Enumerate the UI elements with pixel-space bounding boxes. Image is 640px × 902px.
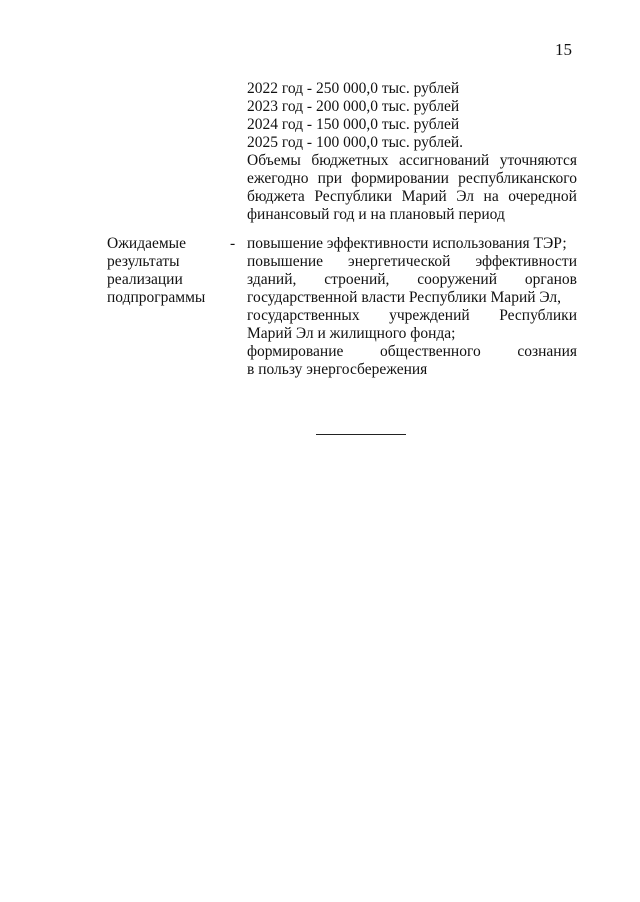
page-number: 15: [555, 40, 572, 59]
word: общественного: [380, 343, 481, 360]
word: сооружений: [417, 271, 498, 288]
word: Республики: [314, 188, 393, 205]
separator-line: [316, 434, 406, 435]
results-line: в пользу энергосбережения: [247, 361, 428, 378]
word: при: [317, 170, 342, 187]
word: строений,: [324, 271, 390, 288]
word: уточняются: [499, 152, 577, 169]
word: сознания: [517, 343, 577, 360]
results-line: [247, 270, 577, 289]
results-label-line: реализации: [107, 271, 183, 288]
word: Эл: [456, 188, 474, 205]
word: на: [483, 188, 499, 205]
funding-year-2025: 2025 год - 100 000,0 тыс. рублей.: [247, 134, 464, 151]
results-label-line: Ожидаемые: [107, 235, 186, 252]
funding-note-line: [247, 151, 577, 170]
results-line: [247, 342, 577, 361]
funding-note-line-last: финансовый год и на плановый период: [247, 206, 505, 223]
word: очередной: [508, 188, 577, 205]
word: органов: [524, 271, 577, 288]
word: формирование: [247, 343, 344, 360]
word: Марий: [401, 188, 447, 205]
word: Республики: [499, 307, 577, 324]
funding-note-line: [247, 169, 577, 188]
label-dash: -: [230, 235, 236, 252]
funding-year-2022: 2022 год - 250 000,0 тыс. рублей: [247, 80, 460, 97]
word: ассигнований: [399, 152, 490, 169]
results-label-line: результаты: [107, 253, 180, 270]
funding-year-2023: 2023 год - 200 000,0 тыс. рублей: [247, 98, 460, 115]
word: Объемы: [247, 152, 301, 169]
funding-note-line: [247, 187, 577, 206]
word: энергетической: [348, 253, 451, 270]
results-label-line: подпрограммы: [107, 289, 206, 306]
word: зданий,: [247, 271, 297, 288]
word: государственных: [247, 307, 360, 324]
word: бюджета: [247, 188, 305, 205]
results-line: повышение эффективности использования ТЭР;: [247, 235, 567, 252]
word: формировании: [351, 170, 449, 187]
word: эффективности: [475, 253, 577, 270]
results-line: государственной власти Республики Марий Эл,: [247, 289, 562, 306]
results-line: [247, 306, 577, 325]
results-line: Марий Эл и жилищного фонда;: [247, 325, 456, 342]
results-line: [247, 252, 577, 271]
word: республиканского: [458, 170, 577, 187]
word: повышение: [247, 253, 324, 270]
word: бюджетных: [311, 152, 389, 169]
word: ежегодно: [247, 170, 309, 187]
word: учреждений: [389, 307, 470, 324]
funding-year-2024: 2024 год - 150 000,0 тыс. рублей: [247, 116, 460, 133]
